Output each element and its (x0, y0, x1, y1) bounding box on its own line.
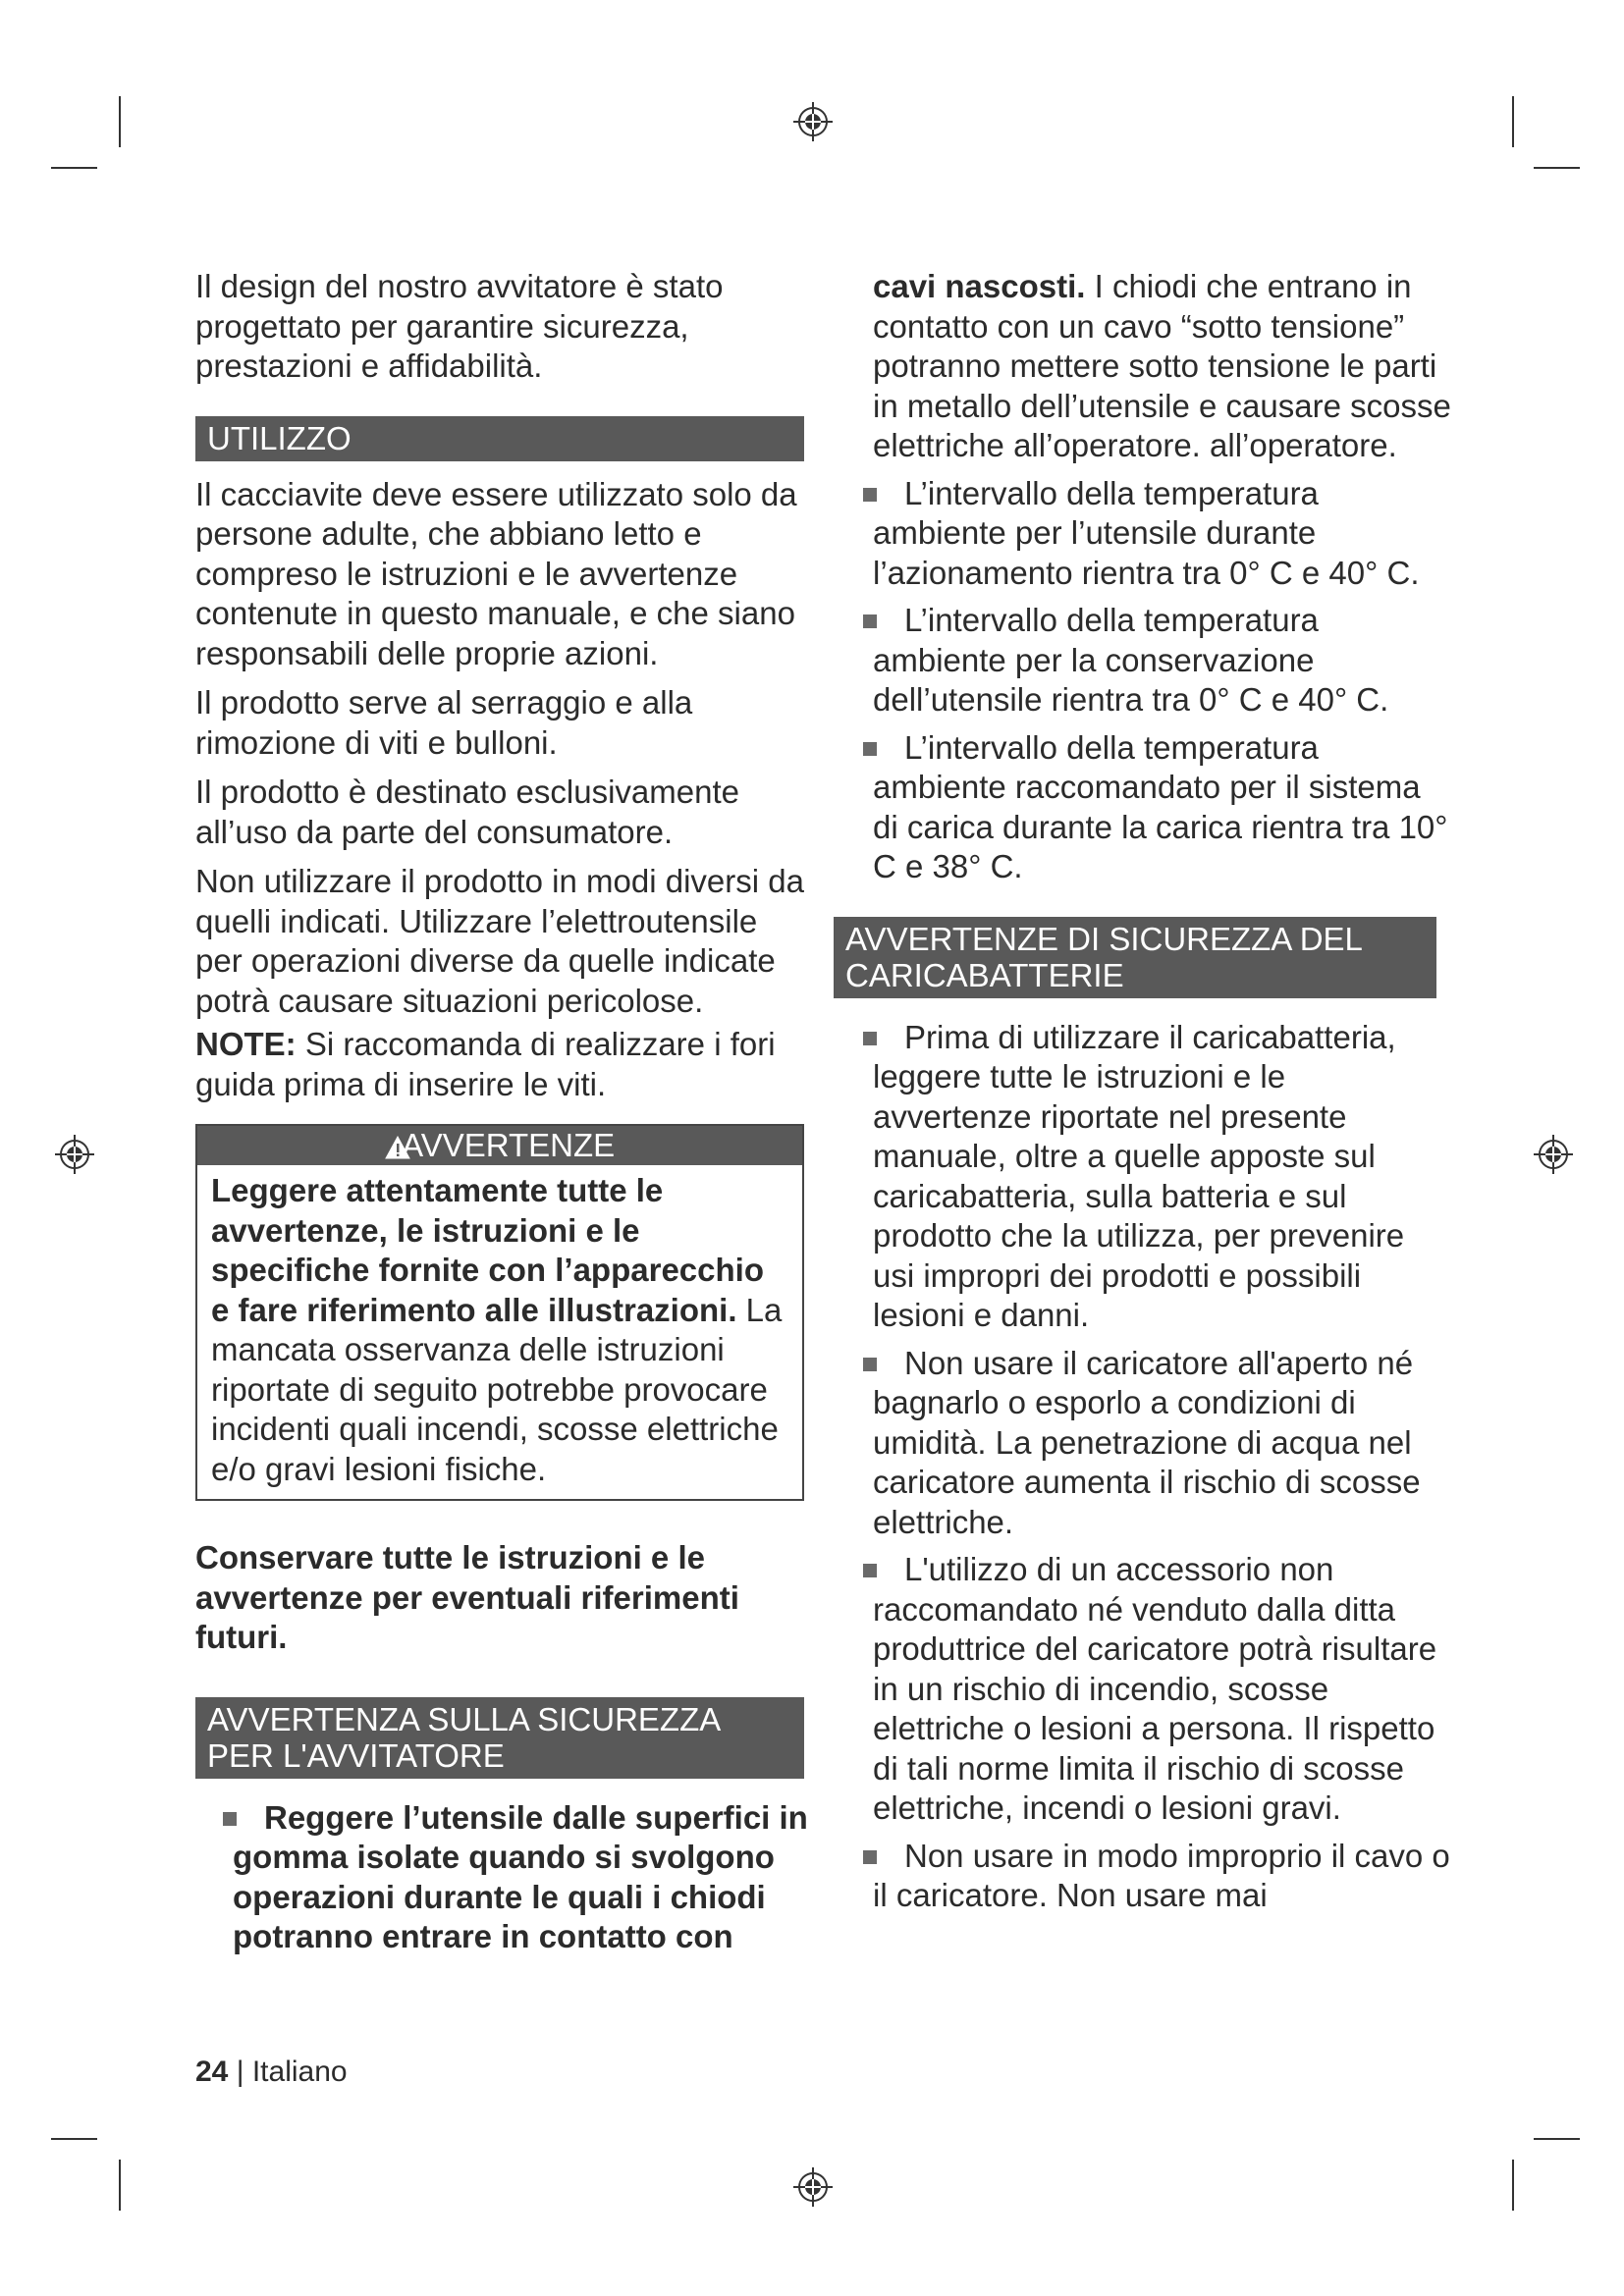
bullet-square-icon (863, 1032, 877, 1045)
footer-separator: | (228, 2056, 252, 2088)
warning-box (195, 1124, 804, 1501)
temp-bullet-text: L’intervallo della temperatura ambiente per la conservazione dell’utensile rientra tra 0° C e 40° C. (873, 602, 1389, 718)
crop-mark-bl-v (119, 2160, 121, 2211)
warning-bold-text: Leggere attentamente tutte le avvertenze, le istruzioni e le specifiche fornite con l’apparecchio e fare riferimento alle illustrazioni. (211, 1172, 764, 1328)
note-text: Si raccomanda di realizzare i fori guida prima di inserire le viti. (195, 1026, 776, 1102)
avvitatore-heading-line1: AVVERTENZA SULLA SICUREZZA (207, 1700, 722, 1737)
registration-mark-icon (791, 2165, 835, 2209)
registration-mark-icon (791, 100, 835, 143)
bullet-square-icon (863, 742, 877, 756)
charger-bullet-text: Non usare in modo improprio il cavo o il caricatore. Non usare mai (873, 1837, 1450, 1913)
right-column (845, 267, 1452, 1924)
crop-mark-br-h (1534, 2138, 1580, 2140)
warning-box-title-text: AVVERTENZE (402, 1127, 616, 1163)
bullet-square-icon (223, 1812, 237, 1826)
note-label: NOTE: (195, 1026, 297, 1062)
temp-bullet-text: L’intervallo della temperatura ambiente per l’utensile durante l’azionamento rientra tra 0° C e 40° C. (873, 474, 1420, 591)
charger-bullet-text: Prima di utilizzare il caricabatteria, leggere tutte le istruzioni e le avvertenze riportate nel presente manuale, oltre a quelle apposte sul caricabatteria, sulla batteria e sul prodotto che la utilizza, per prevenire usi impropri dei prodotti e possibili lesioni e danni. (873, 1018, 1405, 1333)
charger-heading-line2: CARICABATTERIE (845, 956, 1124, 993)
utilizzo-heading-text: UTILIZZO (207, 419, 352, 456)
continued-paragraph (873, 267, 1452, 466)
bullet-square-icon (863, 1564, 877, 1577)
page-footer (195, 2056, 348, 2089)
page-number: 24 (195, 2056, 229, 2088)
charger-bullet (873, 1837, 1452, 1916)
charger-bullet (873, 1018, 1452, 1336)
charger-bullet (873, 1344, 1452, 1543)
registration-mark-icon (53, 1133, 96, 1176)
utilizzo-heading (195, 416, 804, 461)
registration-mark-icon (1532, 1133, 1575, 1176)
utilizzo-paragraph: Non utilizzare il prodotto in modi diversi da quelli indicati. Utilizzare l’elettroutensile per operazioni diverse da quelle indicate potrà causare situazioni pericolose. (195, 863, 804, 1019)
left-column (195, 267, 808, 1967)
continued-text: I chiodi che entrano in contatto con un cavo “sotto tensione” potranno mettere sotto tensione le parti in metallo dell’utensile e causare scosse elettriche all’operatore. all’operatore. (873, 268, 1451, 463)
utilizzo-paragraph: Il prodotto serve al serraggio e alla rimozione di viti e bulloni. (195, 684, 693, 761)
temp-bullet (873, 474, 1452, 594)
bullet-square-icon (863, 1358, 877, 1371)
crop-mark-tr-h (1534, 167, 1580, 169)
warning-box-body (197, 1165, 802, 1499)
crop-mark-tl-v (119, 96, 121, 147)
temp-bullet-text: L’intervallo della temperatura ambiente raccomandato per il sistema di carica durante la carica rientra tra 10° C e 38° C. (873, 728, 1448, 884)
warning-text: La mancata osservanza delle istruzioni riportate di seguito potrebbe provocare incidenti quali incendi, scosse elettriche e/o gravi lesioni fisiche. (211, 1291, 783, 1487)
charger-bullet-text: L'utilizzo di un accessorio non raccomandato né venduto dalla ditta produttrice del caricatore potrà risultare in un rischio di incendio, scosse elettriche o lesioni a persona. Il rispetto di tali norme limita il rischio di scosse elettriche, incendi o lesioni gravi. (873, 1551, 1437, 1826)
note-paragraph (195, 1025, 804, 1104)
charger-bullet-text: Non usare il caricatore all'aperto né bagnarlo o esporlo a condizioni di umidità. La penetrazione di acqua nel caricatore aumenta il rischio di scosse elettriche. (873, 1344, 1421, 1540)
conserve-paragraph: Conservare tutte le istruzioni e le avvertenze per eventuali riferimenti futuri. (195, 1539, 739, 1655)
bullet-square-icon (863, 1850, 877, 1864)
charger-bullet (873, 1550, 1452, 1829)
bullet-square-icon (863, 488, 877, 502)
charger-heading-line1: AVVERTENZE DI SICUREZZA DEL (845, 920, 1363, 957)
crop-mark-tr-v (1512, 96, 1514, 147)
avvitatore-bullet-text: Reggere l’utensile dalle superfici in gomma isolate quando si svolgono operazioni durante le quali i chiodi potranno entrare in contatto con (233, 1798, 808, 1954)
temp-bullet (873, 728, 1452, 887)
bullet-square-icon (863, 614, 877, 628)
avvitatore-heading (195, 1697, 804, 1779)
intro-paragraph: Il design del nostro avvitatore è stato progettato per garantire sicurezza, prestazioni e affidabilità. (195, 268, 724, 384)
avvitatore-heading-line2: PER L'AVVITATORE (207, 1736, 505, 1774)
warning-box-title (197, 1126, 802, 1165)
charger-heading (834, 917, 1436, 998)
utilizzo-paragraph: Il cacciavite deve essere utilizzato solo da persone adulte, che abbiano letto e compreso le istruzioni e le avvertenze contenute in questo manuale, e che siano responsabili delle proprie azioni. (195, 475, 797, 671)
crop-mark-bl-h (51, 2138, 97, 2140)
temp-bullet (873, 601, 1452, 721)
utilizzo-paragraph: Il prodotto è destinato esclusivamente all’uso da parte del consumatore. (195, 774, 739, 850)
crop-mark-br-v (1512, 2160, 1514, 2211)
footer-language: Italiano (251, 2056, 348, 2088)
crop-mark-tl-h (51, 167, 97, 169)
continued-bold: cavi nascosti. (873, 268, 1086, 304)
avvitatore-bullet (233, 1798, 861, 1957)
